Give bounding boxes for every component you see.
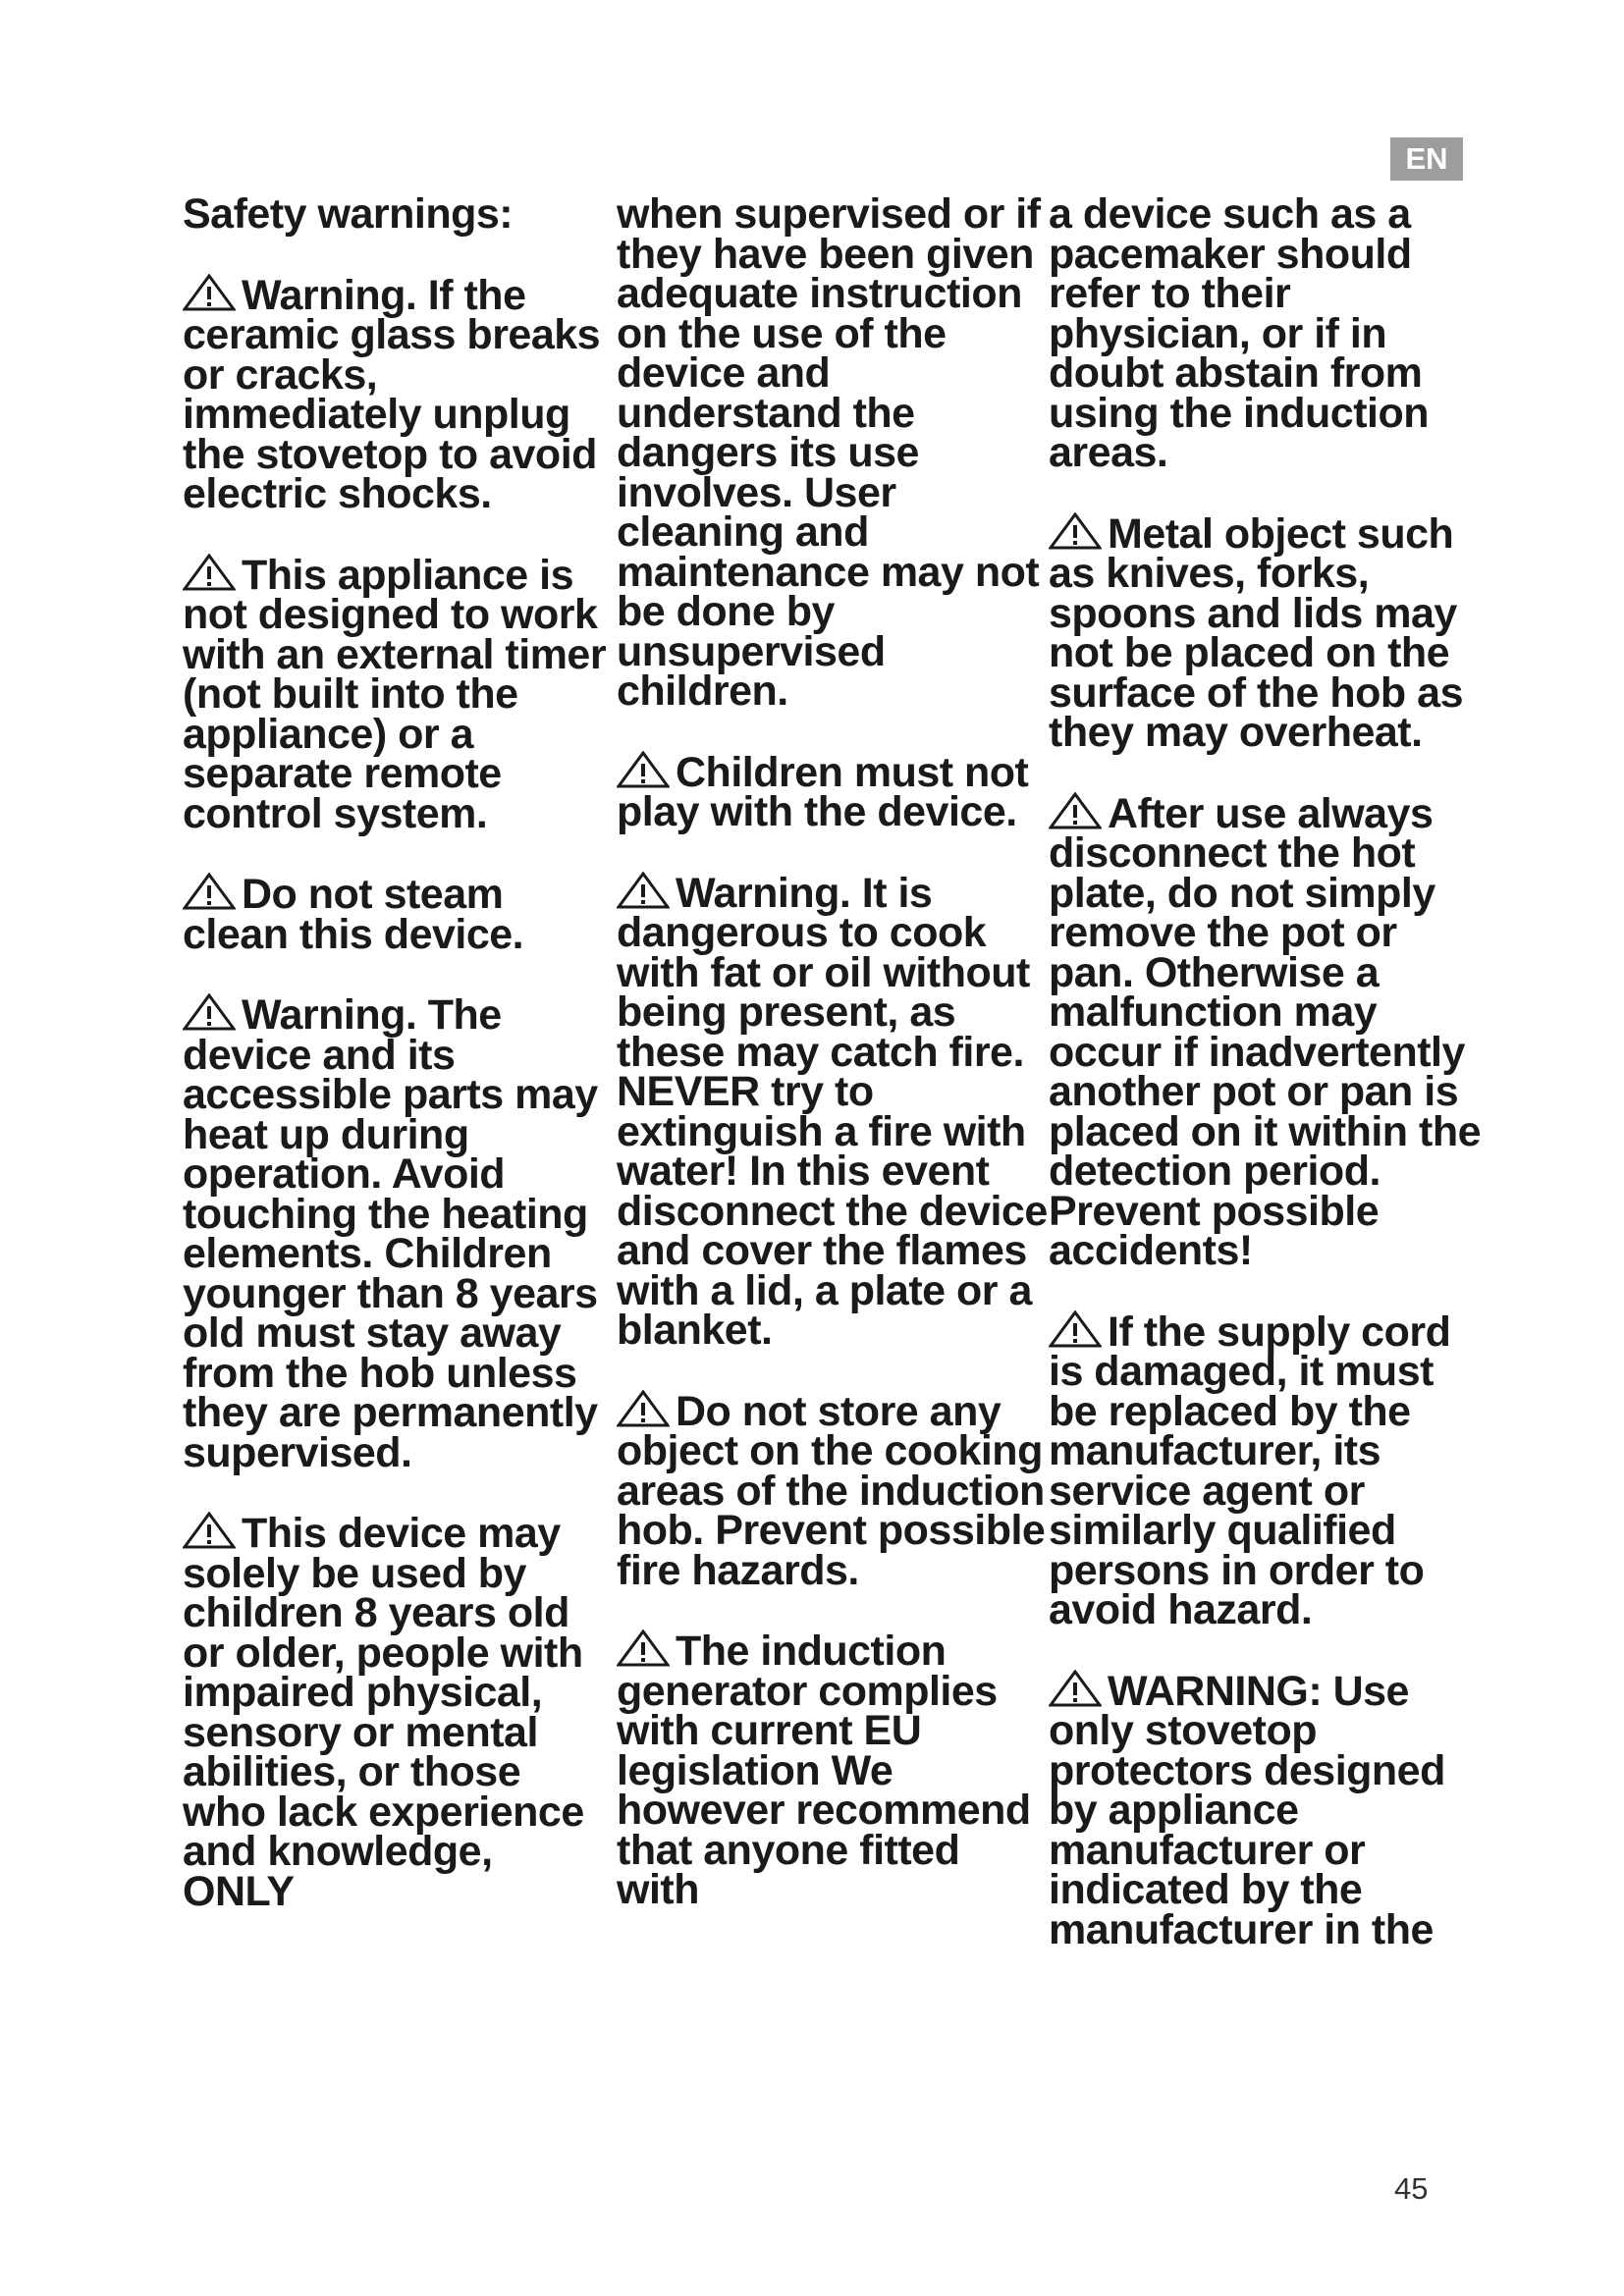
paragraph-text: Safety warnings: bbox=[183, 190, 514, 238]
text-column-1 bbox=[183, 190, 615, 1950]
paragraph-text: when supervised or if they have been given adequate instruction on the use of the device and understand the dangers its use involves. User cleaning and maintenance may not be done by unsupervised children. bbox=[617, 190, 1041, 715]
warning-paragraph bbox=[1049, 509, 1481, 756]
warning-triangle-icon bbox=[617, 1629, 672, 1669]
warning-triangle-icon bbox=[183, 1512, 238, 1551]
warning-triangle-icon bbox=[183, 993, 238, 1033]
warning-triangle-icon bbox=[183, 554, 238, 593]
paragraph-text: WARNING: Use only stovetop protectors designed by appliance manufacturer or indicated by the manufacturer in the bbox=[1049, 1667, 1445, 1953]
warning-paragraph bbox=[183, 991, 615, 1476]
warning-triangle-icon bbox=[183, 873, 238, 912]
paragraph-text: Do not steam clean this device. bbox=[183, 871, 524, 958]
paragraph-text: Children must not play with the device. bbox=[617, 748, 1029, 835]
warning-paragraph bbox=[617, 190, 1049, 715]
paragraph-text: After use always disconnect the hot plate, do not simply remove the pot or pan. Otherwise a malfunction may occur if inadvertently another pot or pan is placed on it within the detection period. Prevent possible accidents! bbox=[1049, 789, 1481, 1274]
warning-paragraph bbox=[183, 551, 615, 837]
warning-paragraph bbox=[1049, 789, 1481, 1274]
warning-paragraph bbox=[183, 271, 615, 517]
paragraph-text: Warning. It is dangerous to cook with fat or oil without being present, as these may catch fire. NEVER try to extinguish a fire with water! In this event disconnect the device and cover the flames with a lid, a plate or a blanket. bbox=[617, 869, 1048, 1354]
warning-triangle-icon bbox=[1049, 1310, 1104, 1350]
warning-paragraph bbox=[1049, 1308, 1481, 1633]
warning-triangle-icon bbox=[617, 872, 672, 911]
warning-triangle-icon bbox=[1049, 1670, 1104, 1709]
warning-paragraph bbox=[1049, 1667, 1481, 1953]
warning-triangle-icon bbox=[183, 274, 238, 313]
text-column-2 bbox=[617, 190, 1049, 1949]
warning-paragraph bbox=[183, 871, 615, 958]
paragraph-text: This appliance is not designed to work with an external timer (not built into the appliance) or a separate remote control system. bbox=[183, 551, 607, 837]
warning-paragraph bbox=[1049, 190, 1481, 476]
warning-paragraph bbox=[617, 748, 1049, 835]
warning-triangle-icon bbox=[617, 751, 672, 790]
warning-paragraph bbox=[617, 869, 1049, 1354]
paragraph-text: This device may solely be used by children 8 years old or older, people with impaired physical, sensory or mental abilities, or those who lack experience and knowledge, ONLY bbox=[183, 1510, 584, 1915]
paragraph-text: Warning. The device and its accessible parts may heat up during operation. Avoid touching the heating elements. Children younger than 8 years old must stay away from the hob unless they are permanently supervised. bbox=[183, 991, 598, 1476]
warning-triangle-icon bbox=[617, 1390, 672, 1429]
paragraph-text: Warning. If the ceramic glass breaks or cracks, immediately unplug the stovetop to avoid electric shocks. bbox=[183, 271, 601, 517]
warning-paragraph bbox=[617, 1628, 1049, 1913]
paragraph-text: a device such as a pacemaker should refer to their physician, or if in doubt abstain from using the induction areas. bbox=[1049, 190, 1430, 476]
section-heading bbox=[183, 190, 615, 238]
warning-triangle-icon bbox=[1049, 512, 1104, 552]
warning-paragraph bbox=[617, 1387, 1049, 1594]
text-column-3 bbox=[1049, 190, 1481, 1989]
warning-triangle-icon bbox=[1049, 792, 1104, 831]
paragraph-text: Metal object such as knives, forks, spoons and lids may not be placed on the surface of the hob as they may overheat. bbox=[1049, 509, 1463, 756]
paragraph-text: Do not store any object on the cooking areas of the induction hob. Prevent possible fire hazards. bbox=[617, 1387, 1046, 1594]
warning-paragraph bbox=[183, 1510, 615, 1915]
page-number: 45 bbox=[1394, 2171, 1429, 2206]
language-badge: EN bbox=[1390, 137, 1463, 181]
paragraph-text: If the supply cord is damaged, it must be replaced by the manufacturer, its service agent or similarly qualified persons in order to avoid hazard. bbox=[1049, 1308, 1451, 1633]
paragraph-text: The induction generator complies with current EU legislation We however recommend that anyone fitted with bbox=[617, 1628, 1031, 1913]
